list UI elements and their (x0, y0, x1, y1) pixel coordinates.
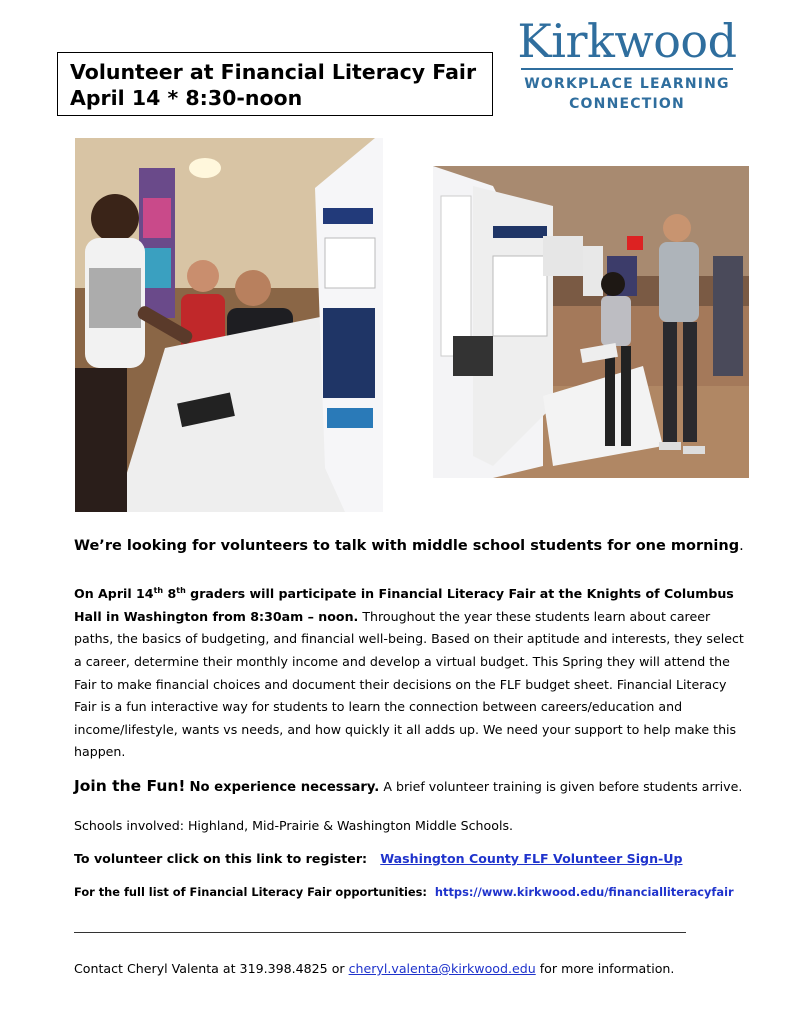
para-rest: Throughout the year these students learn about career paths, the basics of budgeting, and financial well-being. Based on their aptitude and interests, they select a career, determine their monthly income and develop a virtual budget. This Spring they will attend the Fair to make financial choices and document their decisions on the FLF budget sheet. Financial Literacy Fair is a fun interactive way for students to learn the connection between careers/education and income/lifestyle, wants vs needs, and how quickly it all adds up. We need your support to help make this happen. (74, 608, 744, 760)
join-rest: A brief volunteer training is given before students arrive. (383, 779, 743, 794)
divider-line (74, 932, 686, 933)
para-bold-1: On April 14 (74, 586, 154, 602)
contact-pre: Contact Cheryl Valenta at 319.398.4825 or (74, 961, 345, 976)
lead-text: We’re looking for volunteers to talk with middle school students for one morning (74, 538, 740, 554)
photo-volunteers-at-insurance-table (75, 138, 383, 512)
title-box (57, 52, 493, 116)
photo-students-at-clothing-display (433, 166, 749, 478)
logo-wordmark: Kirkwood (517, 14, 737, 68)
schools-line: Schools involved: Highland, Mid-Prairie & Washington Middle Schools. (74, 818, 514, 833)
description-paragraph (74, 580, 750, 764)
join-emphasis: No experience necessary. (189, 780, 380, 795)
logo-subtitle-1: WORKPLACE LEARNING (524, 76, 730, 92)
lead-sentence (74, 538, 750, 554)
para-bold-2: 8 (163, 586, 177, 602)
contact-line (74, 961, 750, 976)
signup-link[interactable]: Washington County FLF Volunteer Sign-Up (380, 851, 683, 866)
para-sup-1: th (153, 586, 164, 595)
logo-rule (521, 68, 733, 70)
title-line-2: April 14 * 8:30-noon (70, 86, 303, 110)
full-list-label: For the full list of Financial Literacy Fair opportunities: (74, 885, 427, 899)
register-line (74, 851, 750, 866)
contact-post: for more information. (539, 961, 675, 976)
title-line-1: Volunteer at Financial Literacy Fair (70, 60, 477, 84)
financial-literacy-fair-link[interactable]: https://www.kirkwood.edu/financialliteracyfair (434, 885, 734, 899)
join-heading: Join the Fun! (74, 777, 186, 795)
register-label: To volunteer click on this link to register: (74, 851, 368, 866)
para-sup-2: th (176, 586, 186, 595)
logo-subtitle-2: CONNECTION (569, 96, 685, 112)
kirkwood-logo (512, 16, 742, 120)
full-list-line (74, 885, 750, 899)
join-line (74, 777, 750, 795)
email-link[interactable]: cheryl.valenta@kirkwood.edu (348, 961, 536, 976)
lead-period: . (739, 538, 744, 554)
para-bold-3: graders will participate in Financial Literacy Fair at the Knights of Columbus Hall in Washington from 8:30am – noon. (74, 586, 734, 624)
